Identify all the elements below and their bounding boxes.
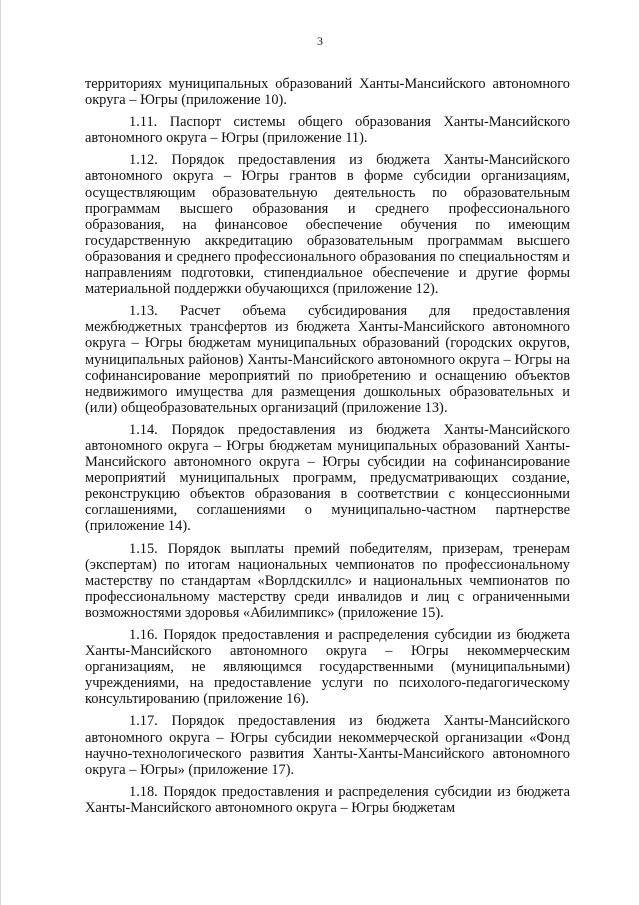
paragraph-1-15: 1.15. Порядок выплаты премий победителям, призерам, тренерам (экспертам) по итогам национальных чемпионатов по профессиональному мастерству по стандартам «Ворлдскиллс» и национальных чемпионатов по профессиональному мастерству среди инвалидов и лиц с ограниченными возможностями здоровья «Абилимпикс» (приложение 15). bbox=[85, 540, 570, 621]
paragraph-continuation: территориях муниципальных образований Ханты-Мансийского автономного округа – Югры (приложение 10). bbox=[85, 76, 570, 109]
document-body bbox=[85, 76, 570, 822]
paragraph-1-11: 1.11. Паспорт системы общего образования Ханты-Мансийского автономного округа – Югры (приложение 11). bbox=[85, 114, 570, 147]
paragraph-1-12: 1.12. Порядок предоставления из бюджета Ханты-Мансийского автономного округа – Югры грантов в форме субсидии организациям, осуществляющим образовательную деятельность по образовательным программам высшего образования и среднего профессионального образования, на финансовое обеспечение обучения по имеющим государственную аккредитацию образовательным программам высшего образования и среднего профессионального образования по специальностям и направлениям подготовки, стипендиальное обеспечение и другие формы материальной поддержки обучающихся (приложение 12). bbox=[85, 152, 570, 298]
paragraph-1-14: 1.14. Порядок предоставления из бюджета Ханты-Мансийского автономного округа – Югры бюджетам муниципальных образований Ханты-Мансийского автономного округа – Югры субсидии на софинансирование мероприятий муниципальных программ, предусматривающих создание, реконструкцию объектов образования в соответствии с концессионными соглашениями, соглашениями о муниципально-частном партнерстве (приложение 14). bbox=[85, 421, 570, 535]
paragraph-1-16: 1.16. Порядок предоставления и распределения субсидии из бюджета Ханты-Мансийского автономного округа – Югры некоммерческим организациям, не являющимся государственными (муниципальными) учреждениями, на предоставление услуги по психолого-педагогическому консультированию (приложение 16). bbox=[85, 627, 570, 708]
paragraph-1-13: 1.13. Расчет объема субсидирования для предоставления межбюджетных трансфертов из бюджета Ханты-Мансийского автономного округа – Югры бюджетам муниципальных образований (городских округов, муниципальных районов) Ханты-Мансийского автономного округа – Югры на софинансирование мероприятий по приобретению и оснащению объектов недвижимого имущества для размещения дошкольных образовательных и (или) общеобразовательных организаций (приложение 13). bbox=[85, 303, 570, 416]
left-page-edge bbox=[0, 0, 1, 905]
paragraph-1-18: 1.18. Порядок предоставления и распределения субсидии из бюджета Ханты-Мансийского автономного округа – Югры бюджетам bbox=[85, 783, 570, 816]
page-number: 3 bbox=[317, 34, 323, 48]
paragraph-1-17: 1.17. Порядок предоставления из бюджета Ханты-Мансийского автономного округа – Югры субсидии некоммерческой организации «Фонд научно-технологического развития Ханты-Ханты-Мансийского автономного округа – Югры» (приложение 17). bbox=[85, 713, 570, 778]
